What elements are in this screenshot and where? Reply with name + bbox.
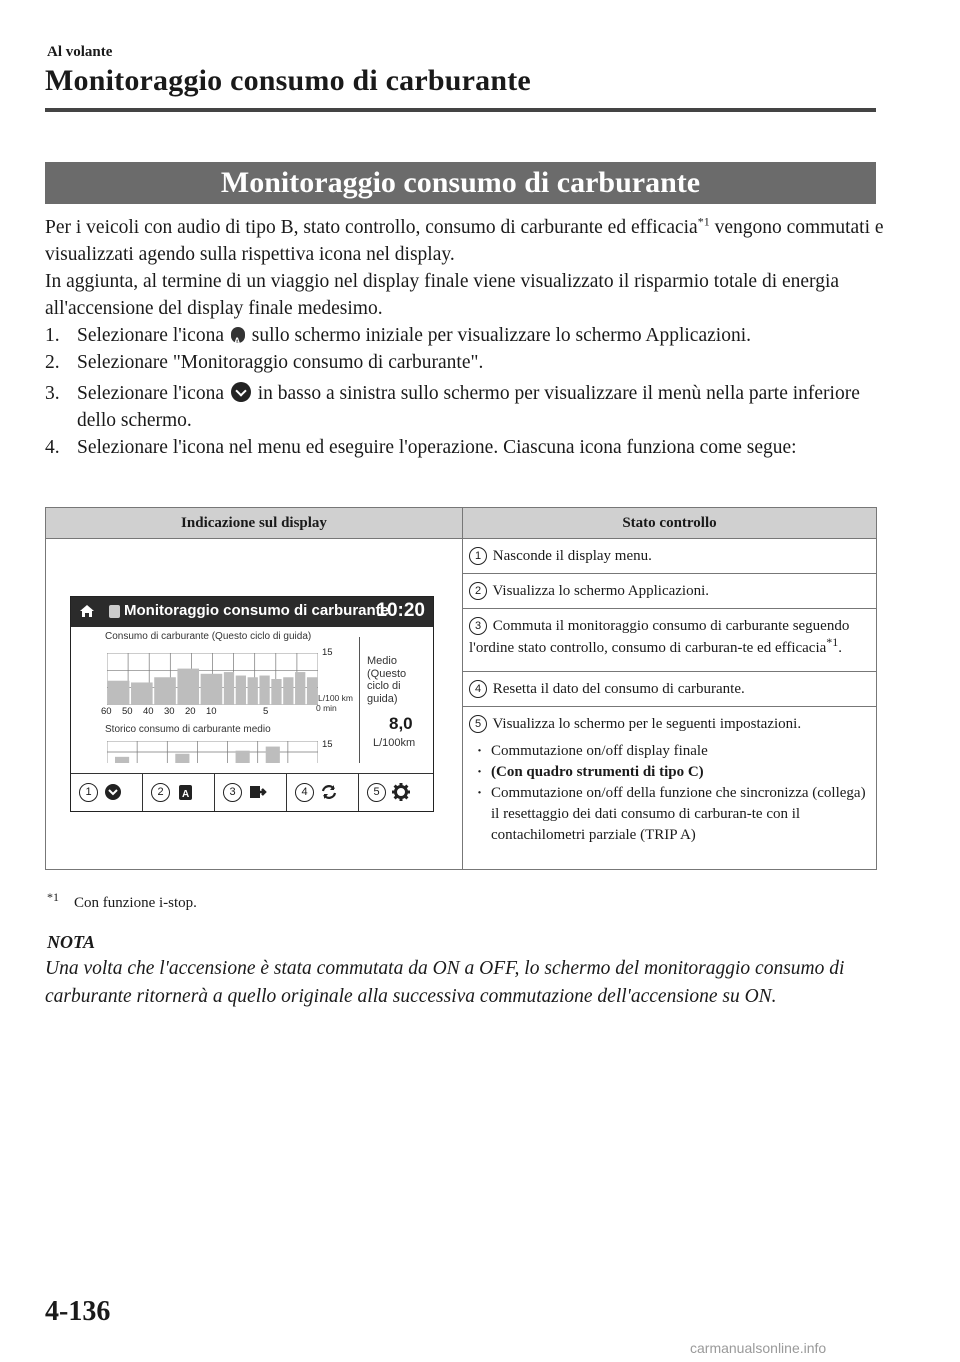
intro-p1-cont: vengono commutati e visualizzati agendo sulla rispettiva icona nel display.	[45, 217, 884, 265]
chart-title: Consumo di carburante (Questo ciclo di guida)	[105, 631, 312, 642]
bar	[259, 676, 269, 705]
note-text: Una volta che l'accensione è stata commutata da ON a OFF, lo schermo del monitoraggio consumo di carburante ritornerà a quello originale alla successiva commutazione dell'accensione su ON.	[45, 958, 845, 1007]
page-title: Monitoraggio consumo di carburante	[45, 64, 531, 97]
number-badge: 2	[151, 783, 170, 802]
number-badge: 5	[469, 715, 487, 733]
step-3	[45, 380, 885, 434]
number-badge: 3	[469, 617, 487, 635]
number-badge: 2	[469, 582, 487, 600]
bar	[154, 677, 176, 705]
app-icon	[109, 605, 120, 618]
step-1	[45, 322, 885, 349]
chevron-down-icon	[103, 782, 123, 802]
footnote-mark: *1	[47, 890, 59, 904]
number-badge: 1	[469, 547, 487, 565]
row-text: .	[838, 640, 843, 656]
chevron-down-icon	[231, 382, 251, 402]
intro-p1: Per i veicoli con audio di tipo B, stato controllo, consumo di carburante ed efficacia	[45, 217, 698, 238]
section-label: Al volante	[47, 44, 113, 60]
list-item-text: Commutazione on/off della funzione che sincronizza (collega) il resettaggio dei dati consumo di carburan-te con il contachilometri parziale (TRIP A)	[491, 785, 866, 844]
switch-screen-icon	[247, 782, 267, 802]
table-row	[463, 672, 877, 707]
applications-icon	[175, 782, 195, 802]
home-icon	[79, 604, 95, 618]
refresh-icon	[319, 782, 339, 802]
number-badge: 5	[367, 783, 386, 802]
menu-switch-button[interactable]	[215, 774, 287, 811]
title-rule	[45, 108, 876, 112]
number-badge: 4	[295, 783, 314, 802]
row-text: Commuta il monitoraggio consumo di carburante seguendo l'ordine stato controllo, consumo di carburan-te ed efficacia	[469, 618, 850, 656]
step-text: in basso a sinistra sullo schermo per visualizzare il menù nella parte inferiore dello schermo.	[77, 383, 860, 431]
intro-paragraph-2: In aggiunta, al termine di un viaggio nel display finale viene visualizzato il risparmio totale di energia all'accensione del display finale medesimo.	[45, 271, 840, 319]
row-text: Resetta il dato del consumo di carburante.	[492, 681, 745, 698]
step-number: 3.	[45, 383, 60, 404]
x-tick: 30	[164, 706, 175, 717]
table-row	[463, 539, 877, 574]
table-row	[463, 609, 877, 672]
y-tick: 15	[322, 647, 333, 658]
menu-settings-button[interactable]	[359, 774, 430, 811]
intro-text	[45, 214, 885, 461]
unit-label: L/100 km	[318, 693, 353, 703]
bar	[283, 677, 293, 705]
svg-text:A: A	[182, 789, 190, 800]
bar	[108, 681, 130, 705]
step-number: 1.	[45, 325, 60, 346]
bar	[271, 679, 281, 705]
number-badge: 1	[79, 783, 98, 802]
step-2	[45, 349, 885, 376]
footnote-ref: *1	[826, 635, 839, 649]
x-tick: 40	[143, 706, 154, 717]
screen-menu	[71, 773, 433, 812]
history-title: Storico consumo di carburante medio	[105, 724, 271, 735]
screen-title: Monitoraggio consumo di carburante	[124, 602, 390, 619]
screen-header	[71, 597, 433, 627]
menu-hide-button[interactable]	[71, 774, 143, 811]
menu-reset-button[interactable]	[287, 774, 359, 811]
intro-paragraph-1	[45, 214, 885, 268]
row-text: Nasconde il display menu.	[492, 548, 652, 564]
applications-icon	[231, 327, 245, 343]
row-text: Visualizza lo schermo Applicazioni.	[492, 583, 710, 599]
table-row	[463, 707, 877, 870]
table-row	[463, 574, 877, 609]
x-tick: 60	[101, 706, 112, 717]
list-item	[469, 783, 870, 846]
step-number: 4.	[45, 437, 60, 458]
bar	[307, 677, 317, 705]
zero-label: 0 min	[316, 703, 337, 713]
history-bar	[266, 747, 280, 763]
footnote-text: Con funzione i-stop.	[74, 895, 197, 911]
step-number: 2.	[45, 352, 60, 373]
bar	[248, 677, 258, 705]
consumption-chart	[107, 653, 318, 705]
display-screenshot	[70, 596, 434, 812]
bar	[131, 682, 153, 705]
x-tick: 10	[206, 706, 217, 717]
table-header-status: Stato controllo	[463, 508, 877, 539]
history-chart	[107, 741, 318, 763]
table-header-display: Indicazione sul display	[46, 508, 463, 539]
bar	[236, 676, 246, 705]
average-unit: L/100km	[373, 737, 416, 749]
list-item: · Commutazione on/off display finale	[469, 741, 870, 762]
step-text: Selezionare "Monitoraggio consumo di carburante".	[77, 352, 484, 373]
history-bar	[175, 754, 189, 763]
menu-applications-button[interactable]	[143, 774, 215, 811]
history-bar	[115, 757, 129, 763]
bar	[201, 674, 223, 705]
step-text: Selezionare l'icona nel menu ed eseguire l'operazione. Ciascuna icona funziona come segue:	[77, 437, 797, 458]
x-tick: 50	[122, 706, 133, 717]
watermark: carmanualsonline.info	[690, 1340, 827, 1356]
history-bar	[236, 751, 250, 763]
step-text: Selezionare l'icona	[77, 325, 224, 346]
y-tick: 15	[322, 739, 333, 750]
list-item: · (Con quadro strumenti di tipo C)	[469, 762, 870, 783]
divider	[359, 637, 360, 763]
section-banner: Monitoraggio consumo di carburante	[45, 162, 876, 204]
step-4	[45, 434, 885, 461]
step-text: sullo schermo iniziale per visualizzare lo schermo Applicazioni.	[251, 325, 751, 346]
gear-icon	[391, 782, 411, 802]
footnote-ref: *1	[697, 214, 710, 229]
step-text: Selezionare l'icona	[77, 383, 224, 404]
page-number: 4-136	[45, 1296, 111, 1327]
average-label: Medio (Questo ciclo di guida)	[367, 655, 407, 705]
number-badge: 3	[223, 783, 242, 802]
number-badge: 4	[469, 680, 487, 698]
clock: 10:20	[376, 600, 425, 621]
row-text: Visualizza lo schermo per le seguenti impostazioni.	[492, 716, 802, 733]
average-value: 8,0	[389, 714, 413, 733]
bar	[177, 669, 199, 705]
bar	[295, 672, 305, 705]
settings-list	[469, 741, 870, 846]
note-heading: NOTA	[47, 932, 96, 952]
footnote	[47, 890, 197, 912]
x-tick: 20	[185, 706, 196, 717]
bar	[224, 672, 234, 705]
x-tick: 5	[263, 706, 269, 717]
